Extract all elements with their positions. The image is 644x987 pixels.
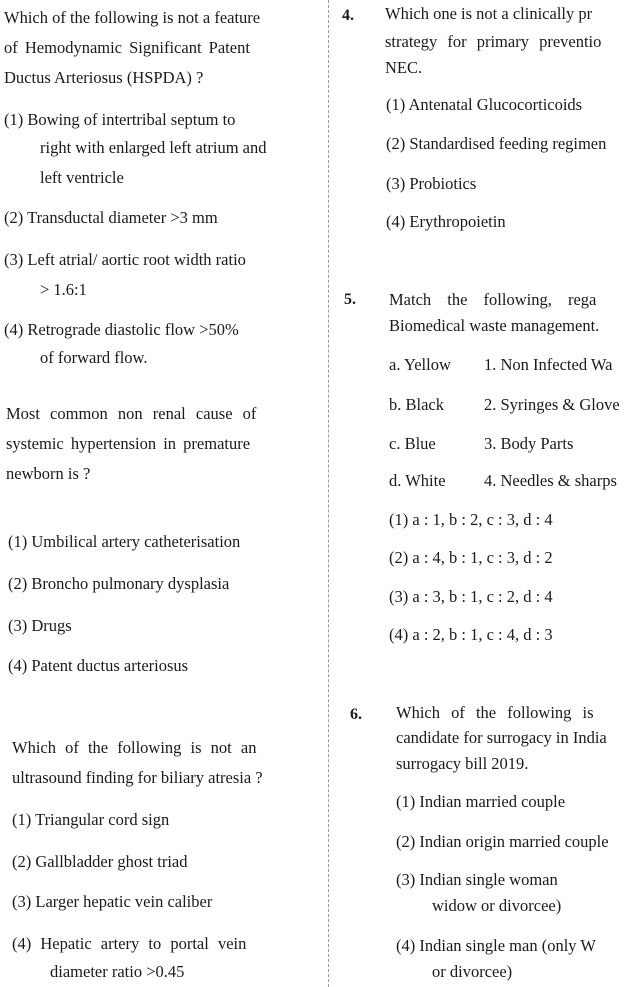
question-stem-line: of Hemodynamic Significant Patent [4,38,250,57]
option-1: (1) Umbilical artery catheterisation [8,532,241,551]
option-4-cont: diameter ratio >0.45 [50,962,185,981]
question-stem-line: Which of the following is [396,703,594,722]
option-1: (1) a : 1, b : 2, c : 3, d : 4 [389,510,553,529]
option-3: (3) Probiotics [386,174,477,193]
option-4: (4) Erythropoietin [386,212,506,231]
question-stem-line: newborn is ? [6,464,91,483]
question-number: 4. [342,7,354,24]
match-left-item: b. Black [389,395,444,414]
option-2: (2) Indian origin married couple [396,832,609,851]
match-left-item: a. Yellow [389,355,451,374]
option-3: (3) Larger hepatic vein caliber [12,892,213,911]
match-left-item: c. Blue [389,434,436,453]
option-3-cont: > 1.6:1 [40,280,87,299]
question-stem-line: systemic hypertension in premature [6,434,251,453]
option-1: (1) Bowing of intertribal septum to [4,110,236,129]
option-4: (4) Indian single man (only W [396,936,596,955]
question-stem-line: surrogacy bill 2019. [396,754,529,773]
option-4-cont: or divorcee) [432,962,513,981]
question-stem-line: candidate for surrogacy in India [396,728,607,747]
match-right-item: 3. Body Parts [484,434,574,453]
match-right-item: 1. Non Infected Wa [484,355,613,374]
match-right-item: 2. Syringes & Glove [484,395,620,414]
match-right-item: 4. Needles & sharps [484,471,617,490]
option-4: (4) a : 2, b : 1, c : 4, d : 3 [389,625,553,644]
option-2: (2) Standardised feeding regimen [386,134,607,153]
option-4: (4) Patent ductus arteriosus [8,656,189,675]
option-4: (4) Hepatic artery to portal vein [12,934,247,953]
question-stem-line: Most common non renal cause of [6,404,257,423]
option-3: (3) Left atrial/ aortic root width ratio [4,250,246,269]
question-stem-line: Match the following, rega [389,290,597,309]
question-stem-line: NEC. [385,58,423,77]
option-2: (2) a : 4, b : 1, c : 3, d : 2 [389,548,553,567]
match-left-item: d. White [389,471,446,490]
question-stem-line: Biomedical waste management. [389,316,600,335]
option-3: (3) Indian single woman [396,870,558,889]
option-2: (2) Transductal diameter >3 mm [4,208,218,227]
question-number: 5. [344,291,356,308]
option-1-cont: right with enlarged left atrium and [40,138,267,157]
question-stem-line: Which of the following is not a feature [4,8,261,27]
option-4: (4) Retrograde diastolic flow >50% [4,320,239,339]
option-1: (1) Triangular cord sign [12,810,170,829]
question-stem-line: Which one is not a clinically pr [385,4,593,23]
option-1: (1) Indian married couple [396,792,566,811]
option-3: (3) Drugs [8,616,72,635]
column-divider [328,0,329,987]
option-1: (1) Antenatal Glucocorticoids [386,95,583,114]
option-2: (2) Broncho pulmonary dysplasia [8,574,230,593]
question-stem-line: Ductus Arteriosus (HSPDA) ? [4,68,204,87]
question-stem-line: strategy for primary preventio [385,32,602,51]
question-number: 6. [350,706,362,723]
question-stem-line: ultrasound finding for biliary atresia ? [12,768,263,787]
question-stem-line: Which of the following is not an [12,738,257,757]
option-1-cont: left ventricle [40,168,124,187]
option-3-cont: widow or divorcee) [432,896,562,915]
option-3: (3) a : 3, b : 1, c : 2, d : 4 [389,587,553,606]
option-2: (2) Gallbladder ghost triad [12,852,188,871]
option-4-cont: of forward flow. [40,348,148,367]
